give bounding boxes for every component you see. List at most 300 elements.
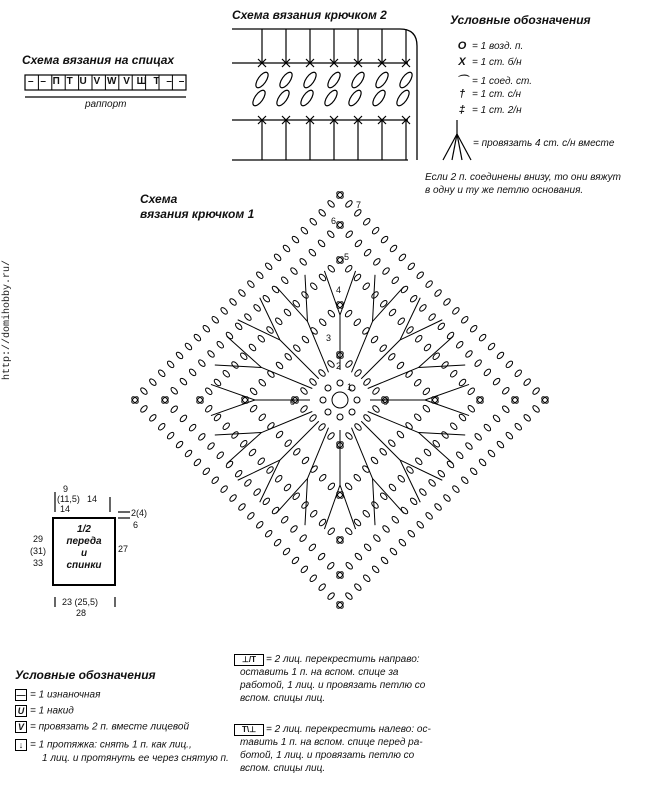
cross-right-text3: работой, 1 лиц. и провязать петлю со [240, 680, 426, 691]
chain-stitch-mark [326, 230, 335, 239]
chain-stitch-mark [318, 318, 327, 327]
chain-stitch-mark [379, 344, 388, 353]
chain-stitch-mark [425, 511, 434, 520]
stitch-fan-line [400, 298, 420, 340]
knit-two-together-icon: V [15, 721, 27, 733]
pattern-top3: 14 [87, 494, 98, 504]
chain-stitch-mark [387, 439, 396, 448]
chain-stitch-mark [492, 414, 501, 423]
chain-stitch-mark [170, 386, 179, 395]
legend-crochet-item: ⌒ = 1 соед. ст. [452, 72, 532, 88]
chain-stitch-mark [501, 386, 510, 395]
chain-stitch-mark [317, 552, 326, 561]
centre-chain-mark [349, 409, 355, 415]
stitch-fan-line [425, 400, 469, 416]
chain-stitch-mark [299, 257, 308, 266]
chain-stitch-mark [266, 326, 275, 335]
chain-stitch-mark [327, 200, 336, 209]
chain-stitch-mark [291, 235, 300, 244]
pattern-piece: 1/2 переда и спинки [52, 517, 116, 586]
stitch-fan-line [261, 367, 312, 388]
centre-chain-mark [337, 414, 343, 420]
chain-stitch-mark [469, 467, 478, 476]
chain-stitch-mark [301, 456, 310, 465]
chain-stitch-mark [425, 280, 434, 289]
chain-stitch-mark [248, 448, 257, 457]
stitch-fan-line [361, 421, 400, 460]
chain-stitch-mark [469, 324, 478, 333]
legend-crochet-item: ‡ = 1 ст. 2/н [452, 104, 522, 116]
stitch-fan-line [368, 411, 419, 432]
round-number: 2 [336, 361, 342, 371]
chain-stitch-mark [274, 474, 283, 483]
chain-stitch-mark [308, 248, 317, 257]
chain-loop-mark [275, 88, 292, 107]
chain-stitch-mark [327, 592, 336, 601]
chain-stitch-mark [371, 226, 380, 235]
chain-stitch-mark [292, 492, 301, 501]
chain-stitch-mark [380, 556, 389, 565]
chain-stitch-mark [148, 378, 157, 387]
legend-knit-item: V = провязать 2 п. вместе лицевой [15, 721, 189, 733]
chain-stitch-mark [492, 377, 501, 386]
chain-stitch-mark [345, 360, 354, 369]
chain-stitch-mark [398, 538, 407, 547]
cross-right-text1: = 2 лиц. перекрестить направо: [266, 654, 420, 665]
chain-stitch-mark [234, 469, 243, 478]
chain-stitch-mark [478, 458, 487, 467]
chain-stitch-mark [432, 439, 441, 448]
round-number: 0 [336, 440, 342, 450]
chain-stitch-mark [309, 509, 318, 518]
chain-stitch-mark [505, 360, 514, 369]
chain-stitch-mark [229, 298, 238, 307]
chain-stitch-mark [414, 457, 423, 466]
chain-stitch-mark [514, 422, 523, 431]
chain-stitch-mark [309, 282, 318, 291]
chain-stitch-mark [246, 511, 255, 520]
chain-stitch-mark [264, 262, 273, 271]
chain-stitch-mark [389, 547, 398, 556]
chain-stitch-mark [483, 368, 492, 377]
cross-left-text2: тавить 1 п. на вспом. спице перед ра- [240, 737, 423, 748]
chain-stitch-mark [193, 333, 202, 342]
chain-loop-mark [254, 70, 271, 89]
chain-stitch-mark [371, 501, 380, 510]
centre-chain-mark [320, 397, 326, 403]
chain-stitch-mark [300, 226, 309, 235]
chain-stitch-mark [372, 387, 381, 396]
chain-stitch-mark [248, 343, 257, 352]
chain-stitch-mark [179, 414, 188, 423]
chain-stitch-mark [317, 239, 326, 248]
watermark: http://domihobby.ru/ [2, 259, 13, 380]
pattern-right2: 6 [133, 520, 139, 530]
chain-stitch-mark [327, 309, 336, 318]
round-number: 4 [336, 285, 342, 295]
chain-stitch-mark [148, 413, 157, 422]
chain-stitch-mark [204, 404, 213, 413]
chain-stitch-mark [422, 404, 431, 413]
chain-stitch-mark [211, 315, 220, 324]
chain-stitch-mark [204, 387, 213, 396]
chain-stitch-mark [441, 361, 450, 370]
chain-stitch-mark [432, 352, 441, 361]
chain-stitch-mark [207, 442, 216, 451]
chain-stitch-mark [345, 230, 354, 239]
chain-loop-mark [323, 88, 340, 107]
chain-stitch-mark [282, 244, 291, 253]
stitch-fan-line [351, 321, 372, 372]
chain-stitch-mark [344, 482, 353, 491]
legend-knit-item: U = 1 накид [15, 705, 74, 717]
chain-stitch-mark [234, 322, 243, 331]
chain-stitch-mark [197, 432, 206, 441]
chain-stitch-mark [396, 430, 405, 439]
chain-stitch-mark [391, 276, 400, 285]
round-number: 0 [383, 397, 389, 407]
stitch-fan-line [324, 485, 340, 529]
chain-stitch-mark [496, 440, 505, 449]
crochet2-chart [232, 29, 417, 160]
chain-stitch-mark [166, 360, 175, 369]
chain-stitch-mark [290, 525, 299, 534]
chain-loop-mark [251, 88, 268, 107]
cross-right-text2: оставить 1 п. на вспом. спице за [240, 667, 399, 678]
chain-stitch-mark [414, 334, 423, 343]
chain-stitch-mark [327, 360, 336, 369]
chain-stitch-mark [379, 492, 388, 501]
legend-note-line2: в одну и ту же петлю основания. [425, 185, 584, 196]
chain-stitch-mark [474, 432, 483, 441]
chain-stitch-mark [299, 534, 308, 543]
chain-stitch-mark [264, 529, 273, 538]
chain-stitch-mark [413, 378, 422, 387]
chain-stitch-mark [291, 556, 300, 565]
chain-stitch-mark [467, 387, 476, 396]
chain-stitch-mark [382, 267, 391, 276]
legend-crochet-item: † = 1 ст. с/н [452, 88, 521, 100]
chain-stitch-mark [505, 431, 514, 440]
chain-stitch-mark [354, 552, 363, 561]
stitch-fan-line [307, 321, 328, 372]
chain-stitch-mark [523, 413, 532, 422]
chain-stitch-mark [326, 561, 335, 570]
stitch-fan-line [238, 320, 280, 340]
crochet1-title-line2: вязания крючком 1 [140, 207, 255, 221]
crochet1-title-line1: Схема [140, 192, 178, 206]
stitch-fan-line [280, 340, 319, 379]
stitch-fan-line [368, 367, 419, 388]
chain-stitch-mark [140, 405, 149, 414]
centre-ring-mark [332, 392, 348, 408]
chain-stitch-mark [239, 439, 248, 448]
chain-stitch-mark [382, 525, 391, 534]
chain-stitch-mark [416, 520, 425, 529]
chain-stitch-mark [478, 333, 487, 342]
chain-loop-mark [371, 88, 388, 107]
stitch-fan-line [351, 428, 372, 479]
chain-stitch-mark [280, 276, 289, 285]
chain-stitch-mark [244, 479, 253, 488]
chain-stitch-mark [283, 308, 292, 317]
stitch-fan-line [400, 460, 420, 502]
chain-stitch-mark [413, 413, 422, 422]
stitch-fan-line [260, 460, 280, 502]
chain-stitch-mark [467, 404, 476, 413]
legend-note-line1: Если 2 п. соединены внизу, то они вяжут [425, 172, 621, 183]
chain-stitch-mark [207, 350, 216, 359]
chain-stitch-mark [523, 378, 532, 387]
chain-stitch-mark [345, 432, 354, 441]
centre-chain-mark [325, 409, 331, 415]
round-number: 0 [336, 350, 342, 360]
chain-stitch-mark [275, 430, 284, 439]
chain-stitch-mark [301, 291, 310, 300]
stitch-fan-line [211, 384, 255, 400]
chain-stitch-mark [253, 488, 262, 497]
round-number: 1 [347, 382, 353, 392]
pattern-top4: 14 [60, 504, 71, 514]
cross-right-icon: ⊥/T [234, 654, 264, 666]
chain-stitch-mark [292, 344, 301, 353]
pattern-bottom2: 28 [76, 608, 87, 618]
chain-stitch-mark [406, 326, 415, 335]
stitch-fan-line [400, 460, 442, 480]
four-together-icon [443, 120, 471, 160]
chain-stitch-mark [483, 423, 492, 432]
purl-icon: — [16, 690, 26, 700]
chain-stitch-mark [363, 414, 372, 423]
chain-stitch-mark [255, 520, 264, 529]
legend-knit-item4-cont: 1 лиц. и протянуть ее через снятую п. [42, 753, 229, 764]
chain-stitch-mark [211, 476, 220, 485]
chain-stitch-mark [419, 304, 428, 313]
chain-stitch-mark [388, 483, 397, 492]
chain-stitch-mark [229, 494, 238, 503]
chain-stitch-mark [362, 509, 371, 518]
chain-stitch-mark [423, 448, 432, 457]
chain-stitch-mark [318, 423, 327, 432]
chain-stitch-mark [175, 351, 184, 360]
chain-stitch-mark [220, 306, 229, 315]
chain-stitch-mark [309, 217, 318, 226]
chain-stitch-mark [407, 529, 416, 538]
chain-stitch-mark [372, 534, 381, 543]
chain-stitch-mark [309, 378, 318, 387]
chain-stitch-mark [371, 565, 380, 574]
round-number: 5 [344, 252, 350, 262]
chain-stitch-mark [262, 497, 271, 506]
chain-stitch-mark [202, 467, 211, 476]
chain-stitch-mark [370, 456, 379, 465]
pattern-left1: 29 [33, 534, 44, 544]
chain-stitch-mark [292, 299, 301, 308]
chain-stitch-mark [274, 317, 283, 326]
chain-stitch-mark [244, 313, 253, 322]
stitch-fan-line [307, 428, 328, 479]
chain-stitch-mark [327, 264, 336, 273]
chain-stitch-mark [391, 515, 400, 524]
legend-crochet-title: Условные обозначения [450, 13, 591, 27]
chain-stitch-mark [388, 308, 397, 317]
chain-stitch-mark [389, 244, 398, 253]
chain-stitch-mark [372, 405, 381, 414]
chain-stitch-mark [318, 369, 327, 378]
chain-stitch-mark [255, 271, 264, 280]
chain-stitch-mark [437, 322, 446, 331]
chain-stitch-mark [231, 431, 240, 440]
chain-loop-mark [347, 88, 364, 107]
chain-stitch-mark [284, 352, 293, 361]
round-number: 6 [331, 216, 337, 226]
chain-stitch-mark [362, 217, 371, 226]
chain-stitch-mark [363, 248, 372, 257]
chain-stitch-mark [532, 387, 541, 396]
chain-stitch-mark [197, 359, 206, 368]
stitch-fan-line [280, 421, 319, 460]
chain-stitch-mark [532, 405, 541, 414]
chain-stitch-mark [327, 527, 336, 536]
chain-stitch-mark [379, 299, 388, 308]
legend-knit-item: ↓ = 1 протяжка: снять 1 п. как лиц., [15, 739, 192, 751]
double-crochet-icon: † [458, 88, 466, 100]
chain-stitch-mark [157, 422, 166, 431]
chain-loop-mark [395, 88, 412, 107]
chain-stitch-mark [239, 352, 248, 361]
chain-stitch-mark [441, 431, 450, 440]
round-number: 3 [326, 333, 332, 343]
chain-stitch-mark [280, 515, 289, 524]
chain-stitch-mark [371, 291, 380, 300]
chain-stitch-mark [170, 405, 179, 414]
chain-stitch-mark [354, 423, 363, 432]
chain-stitch-mark [193, 458, 202, 467]
chain-loop-mark [374, 70, 391, 89]
chain-stitch-mark [496, 351, 505, 360]
chain-stitch-mark [327, 482, 336, 491]
stitch-fan-line [260, 298, 280, 340]
chain-stitch-mark [249, 387, 258, 396]
chain-stitch-mark [184, 449, 193, 458]
chain-stitch-mark [423, 343, 432, 352]
chain-stitch-mark [380, 235, 389, 244]
legend-knit-item: — = 1 изнаночная [16, 689, 101, 701]
slip-stitch-icon: ⌒ [456, 75, 468, 87]
chain-stitch-mark [353, 583, 362, 592]
centre-chain-mark [325, 385, 331, 391]
chain-stitch-mark [284, 439, 293, 448]
pattern-left2: (31) [30, 546, 47, 556]
chain-stitch-mark [451, 306, 460, 315]
chain-stitch-mark [283, 483, 292, 492]
crochet2-title: Схема вязания крючком 2 [232, 8, 387, 22]
chain-stitch-mark [434, 289, 443, 298]
pattern-left3: 33 [33, 558, 44, 568]
chain-stitch-mark [184, 342, 193, 351]
chain-stitch-mark [273, 538, 282, 547]
chain-stitch-mark [222, 369, 231, 378]
cross-left-text3: ботой, 1 лиц. и провязать петлю со [240, 750, 415, 761]
chain-stitch-mark [487, 449, 496, 458]
chain-stitch-mark [238, 503, 247, 512]
chain-stitch-mark [140, 387, 149, 396]
stitch-fan-line [340, 485, 356, 529]
chain-stitch-mark [474, 359, 483, 368]
chain-stitch-mark [345, 561, 354, 570]
chain-stitch-mark [434, 503, 443, 512]
chain-stitch-mark [396, 361, 405, 370]
chain-stitch-mark [449, 369, 458, 378]
chain-stitch-mark [275, 361, 284, 370]
chain-stitch-mark [514, 369, 523, 378]
chain-stitch-mark [318, 473, 327, 482]
chain-stitch-mark [220, 485, 229, 494]
chain-stitch-mark [428, 313, 437, 322]
chain-stitch-mark [487, 342, 496, 351]
chain-icon: O [457, 40, 467, 52]
chain-loop-mark [398, 70, 415, 89]
chain-stitch-mark [354, 239, 363, 248]
chain-stitch-mark [202, 324, 211, 333]
chain-stitch-mark [309, 414, 318, 423]
cross-left-text1: = 2 лиц. перекрестить налево: ос- [266, 724, 431, 735]
chain-stitch-mark [407, 262, 416, 271]
chain-stitch-mark [460, 476, 469, 485]
chain-stitch-mark [246, 280, 255, 289]
chain-stitch-mark [344, 264, 353, 273]
chain-stitch-mark [292, 447, 301, 456]
stitch-fan-line [261, 411, 312, 432]
stitch-fan-line [400, 320, 442, 340]
chain-stitch-mark [443, 298, 452, 307]
stitch-fan-line [361, 340, 400, 379]
chain-stitch-mark [363, 378, 372, 387]
yarn-over-icon: U [15, 705, 27, 717]
chain-stitch-mark [465, 350, 474, 359]
chain-stitch-mark [188, 368, 197, 377]
chain-stitch-mark [398, 253, 407, 262]
treble-crochet-icon: ‡ [458, 104, 466, 116]
chain-stitch-mark [370, 335, 379, 344]
chain-stitch-mark [249, 404, 258, 413]
chain-stitch-mark [387, 352, 396, 361]
knit-chart-title: Схема вязания на спицах [22, 53, 175, 67]
knit-chart-rapport-label: раппорт [85, 99, 127, 110]
pattern-right1: 2(4) [131, 508, 148, 518]
chain-stitch-mark [409, 497, 418, 506]
chain-stitch-mark [257, 457, 266, 466]
round-number: 0 [290, 397, 296, 407]
chain-stitch-mark [345, 200, 354, 209]
chain-stitch-mark [282, 547, 291, 556]
chain-stitch-mark [397, 474, 406, 483]
chain-stitch-mark [465, 442, 474, 451]
chain-stitch-mark [216, 340, 225, 349]
chain-loop-mark [299, 88, 316, 107]
chain-stitch-mark [300, 405, 309, 414]
stitch-fan-line [238, 460, 280, 480]
chain-stitch-mark [222, 422, 231, 431]
round-number: 7 [356, 200, 362, 210]
chain-stitch-mark [443, 494, 452, 503]
chain-loop-mark [326, 70, 343, 89]
chain-stitch-mark [179, 377, 188, 386]
pattern-right3: 27 [118, 544, 129, 554]
stitch-fan-line [425, 384, 469, 400]
chain-stitch-mark [455, 340, 464, 349]
chain-loop-mark [278, 70, 295, 89]
